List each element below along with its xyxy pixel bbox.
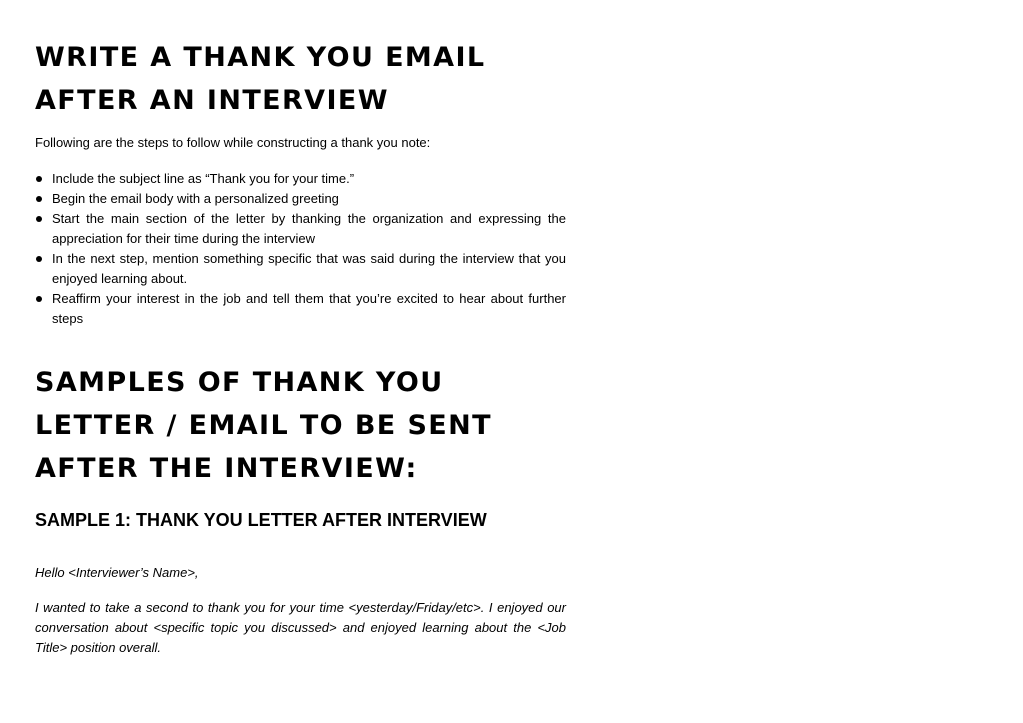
main-heading <box>35 36 566 122</box>
sample-body-paragraph: I wanted to take a second to thank you for your time <yesterday/Friday/etc>. I enjoyed our conversation about <specific topic you discussed> and enjoyed learning about the <Job Title> position overall. <box>35 600 566 655</box>
samples-heading <box>35 361 566 490</box>
intro-paragraph: Following are the steps to follow while constructing a thank you note: <box>35 135 431 150</box>
samples-heading-line-3: AFTER THE INTERVIEW: <box>35 453 418 484</box>
main-heading-line-2: AFTER AN INTERVIEW <box>35 85 389 116</box>
sample-1-title: SAMPLE 1: THANK YOU LETTER AFTER INTERVIEW <box>35 510 487 530</box>
samples-heading-line-2: LETTER / EMAIL TO BE SENT <box>35 410 492 441</box>
sample-greeting: Hello <Interviewer’s Name>, <box>35 565 199 580</box>
steps-list <box>35 169 566 329</box>
list-item: Start the main section of the letter by thanking the organization and expressing the appreciation for their time during the interview <box>35 209 566 249</box>
list-item: Reaffirm your interest in the job and tell them that you’re excited to hear about further steps <box>35 289 566 329</box>
list-item: Begin the email body with a personalized greeting <box>35 189 566 209</box>
samples-heading-line-1: SAMPLES OF THANK YOU <box>35 367 444 398</box>
list-item: Include the subject line as “Thank you for your time.” <box>35 169 566 189</box>
main-heading-line-1: WRITE A THANK YOU EMAIL <box>35 42 486 73</box>
document-page <box>35 36 566 658</box>
list-item: In the next step, mention something specific that was said during the interview that you enjoyed learning about. <box>35 249 566 289</box>
